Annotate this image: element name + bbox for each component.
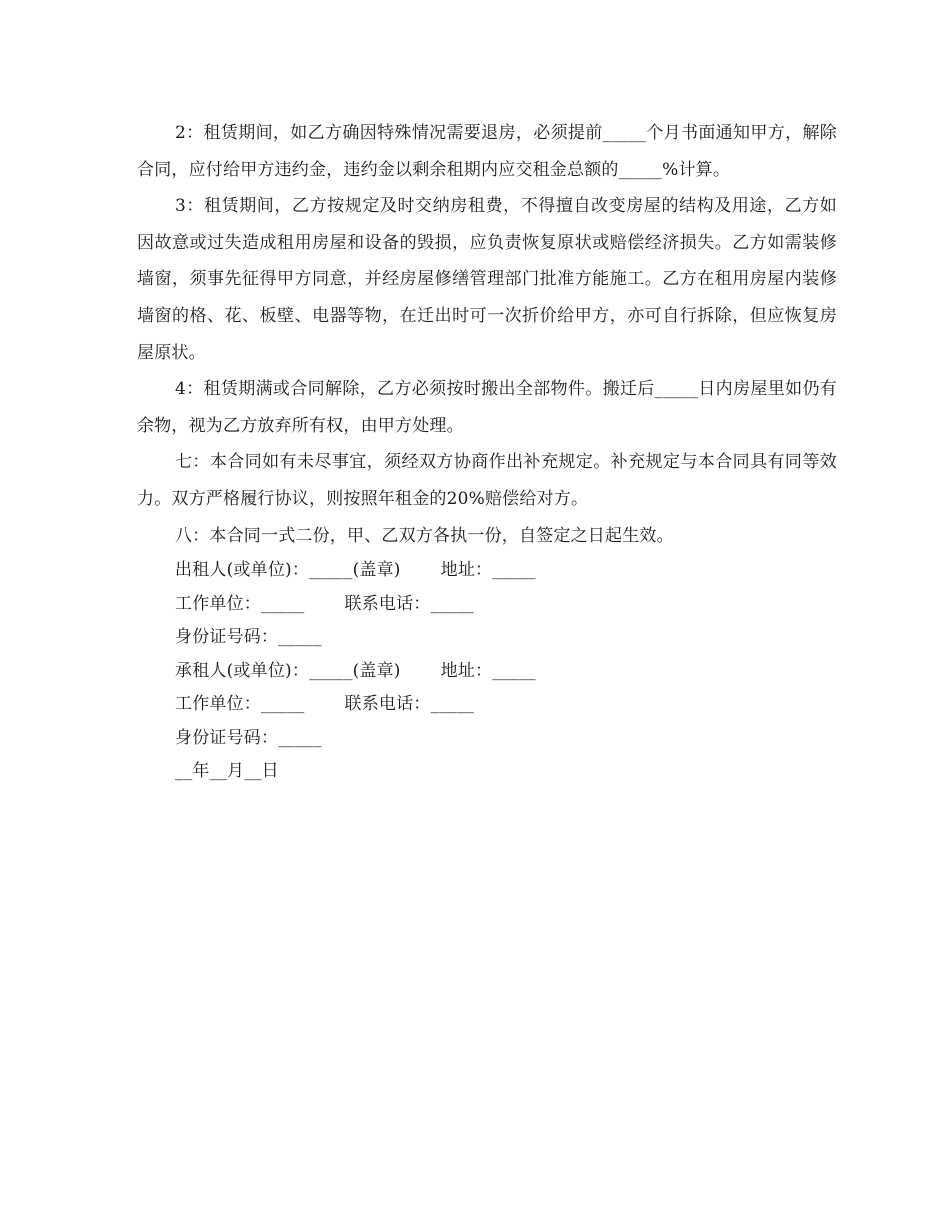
lessor-id-number: 身份证号码：_____ <box>175 627 322 648</box>
lessor-work-line <box>137 588 837 622</box>
article-7-supplement: 七：本合同如有未尽事宜，须经双方协商作出补充规定。补充规定与本合同具有同等效力。双方严格履行协议，则按照年租金的20%赔偿给对方。 <box>137 452 837 509</box>
lessor-phone: 联系电话：_____ <box>344 593 474 614</box>
contract-body <box>137 115 837 789</box>
clause-2-early-termination: 2：租赁期间，如乙方确因特殊情况需要退房，必须提前_____个月书面通知甲方，解除合同，应付给甲方违约金，违约金以剩余租期内应交租金总额的_____%计算。 <box>137 123 837 180</box>
lessee-signature-block <box>137 655 837 756</box>
clause-3-rent-and-alterations: 3：租赁期间，乙方按规定及时交纳房租费，不得擅自改变房屋的结构及用途，乙方如因故意或过失造成租用房屋和设备的毁损，应负责恢复原状或赔偿经济损失。乙方如需装修墙窗，须事先征得甲方同意，并经房屋修缮管理部门批准方能施工。乙方在租用房屋内装修墙窗的格、花、板壁、电器等物，在迁出时可一次折价给甲方，亦可自行拆除，但应恢复房屋原状。 <box>137 196 837 363</box>
lessee-work-line <box>137 688 837 722</box>
lessee-name: 承租人(或单位)：_____(盖章) <box>175 660 401 681</box>
date-line: __年__月__日 <box>175 761 279 782</box>
lessee-address: 地址：_____ <box>440 660 536 681</box>
lessee-id-number: 身份证号码：_____ <box>175 727 322 748</box>
lessee-id-line <box>137 722 837 756</box>
lessor-name: 出租人(或单位)：_____(盖章) <box>175 560 401 581</box>
lessor-id-line <box>137 621 837 655</box>
lessee-name-line <box>137 655 837 689</box>
clause-4-move-out: 4：租赁期满或合同解除，乙方必须按时搬出全部物件。搬迁后_____日内房屋里如仍有余物，视为乙方放弃所有权，由甲方处理。 <box>137 379 837 436</box>
lessor-work-unit: 工作单位：_____ <box>175 593 305 614</box>
lessor-address: 地址：_____ <box>440 560 536 581</box>
article-8-copies: 八：本合同一式二份，甲、乙双方各执一份，自签定之日起生效。 <box>175 525 674 546</box>
lessee-phone: 联系电话：_____ <box>344 694 474 715</box>
lessee-work-unit: 工作单位：_____ <box>175 694 305 715</box>
lessor-signature-block <box>137 554 837 655</box>
lessor-name-line <box>137 554 837 588</box>
